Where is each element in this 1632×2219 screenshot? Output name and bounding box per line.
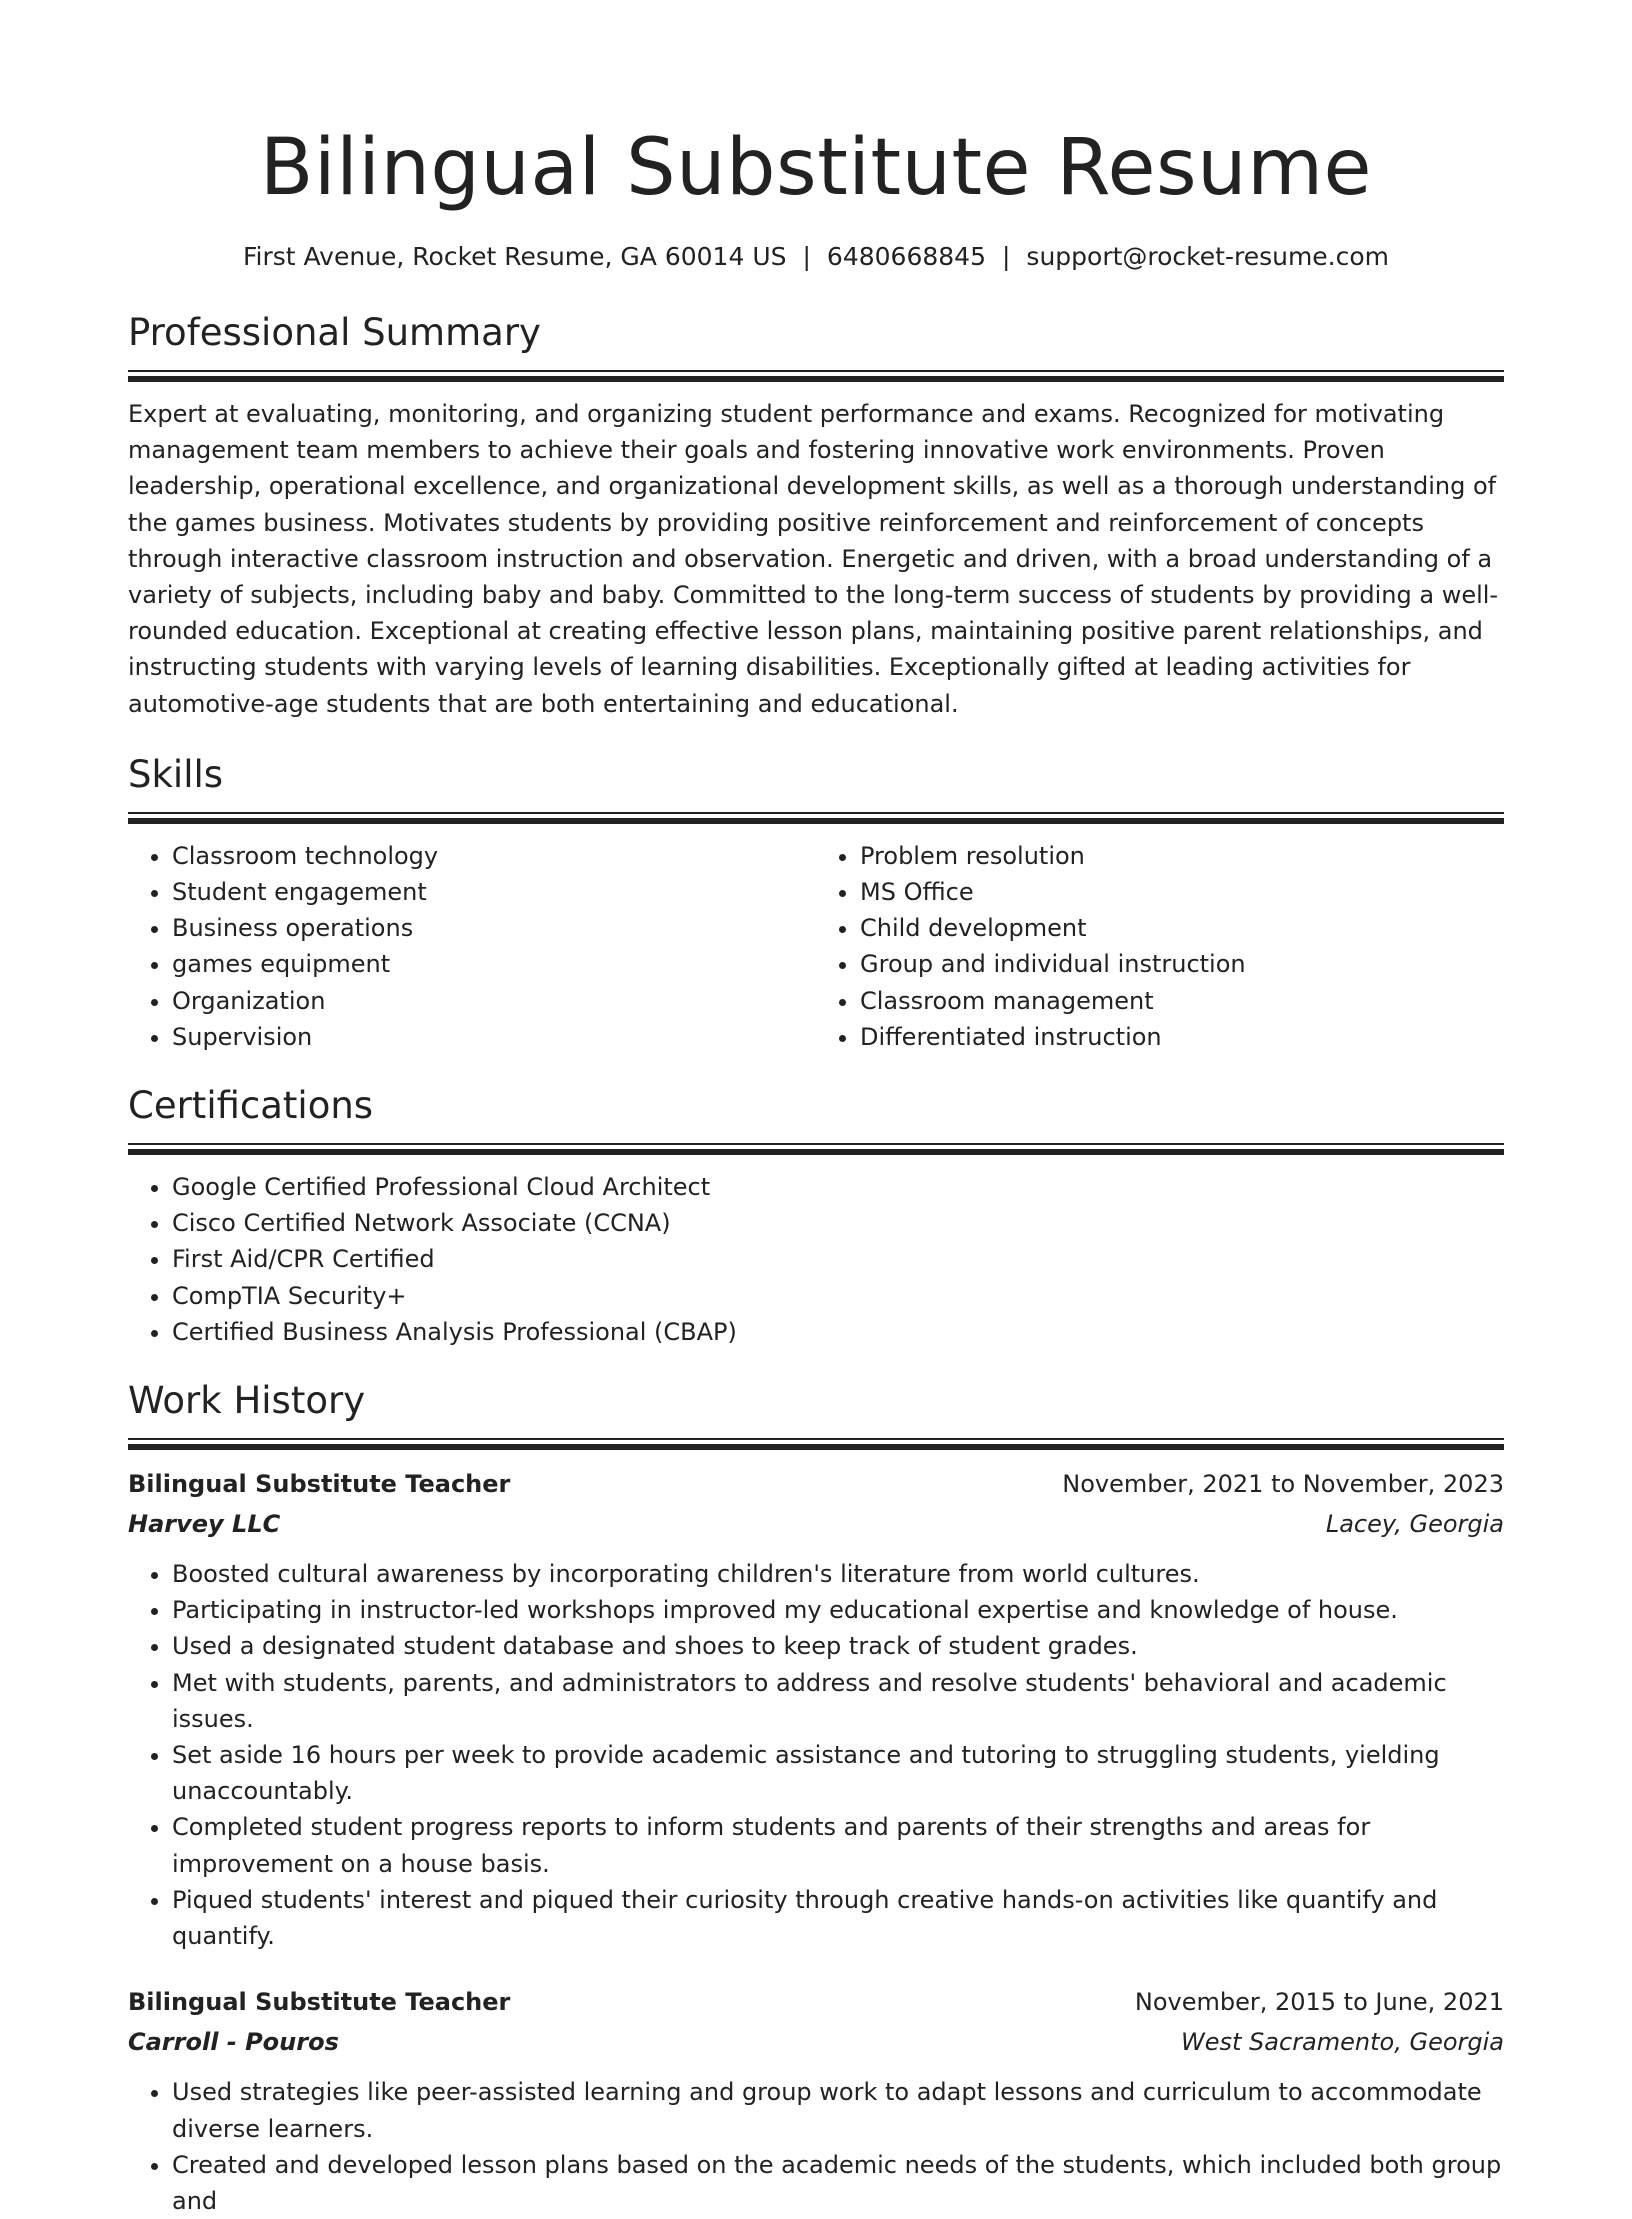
job-subheader: [128, 1504, 1504, 1544]
summary-text: Expert at evaluating, monitoring, and organizing student performance and exams. Recognized for motivating management team members to achieve their goals and fostering innovative work environments. Proven leadership, operational excellence, and organizational development skills, as well as a thorough understanding of the games business. Motivates students by providing positive reinforcement and reinforcement of concepts through interactive classroom instruction and observation. Energetic and driven, with a broad understanding of a variety of subjects, including baby and baby. Committed to the long-term success of students by providing a well-rounded education. Exceptional at creating effective lesson plans, maintaining positive parent relationships, and instructing students with varying levels of learning disabilities. Exceptionally gifted at leading activities for automotive-age students that are both entertaining and educational.: [128, 400, 1499, 718]
job-bullet: • Participating in instructor-led workshops improved my educational expertise and knowledge of house.: [172, 1592, 1504, 1628]
skill-item: • Child development: [860, 910, 1504, 946]
section-divider: [128, 370, 1504, 382]
certification-item: • Cisco Certified Network Associate (CCNA): [172, 1205, 1504, 1241]
certification-item: • CompTIA Security+: [172, 1278, 1504, 1314]
job-title: Bilingual Substitute Teacher: [128, 1470, 511, 1499]
skills-section: [128, 750, 1504, 1055]
job-header: [128, 1464, 1504, 1504]
job-bullet: • Used a designated student database and shoes to keep track of student grades.: [172, 1628, 1504, 1664]
resume-title: Bilingual Substitute Resume: [259, 123, 1373, 213]
contact-line: [128, 240, 1504, 274]
skill-item: • games equipment: [172, 946, 816, 982]
job-bullet: • Met with students, parents, and administrators to address and resolve students' behavioral and academic issues.: [172, 1665, 1504, 1737]
skill-item: • Classroom technology: [172, 838, 816, 874]
skills-grid: [128, 838, 1504, 1055]
section-divider: [128, 1143, 1504, 1155]
job-bullet: • Completed student progress reports to inform students and parents of their strengths and areas for improvement on a house basis.: [172, 1809, 1504, 1881]
work-history-heading: Work History: [128, 1379, 366, 1423]
certifications-section: [128, 1081, 1504, 1350]
job-title: Bilingual Substitute Teacher: [128, 1988, 511, 2017]
skills-heading: Skills: [128, 752, 224, 796]
skills-right-list: [816, 838, 1504, 1055]
job-company: Carroll - Pouros: [128, 2028, 339, 2057]
skill-item: • Supervision: [172, 1019, 816, 1055]
job-bullet: • Boosted cultural awareness by incorporating children's literature from world cultures.: [172, 1556, 1504, 1592]
job-bullet: • Used strategies like peer-assisted learning and group work to adapt lessons and curriculum to accommodate diverse learners.: [172, 2074, 1504, 2146]
certifications-heading: Certifications: [128, 1084, 374, 1128]
section-divider: [128, 1438, 1504, 1450]
certification-item: • Google Certified Professional Cloud Architect: [172, 1169, 1504, 1205]
job-entry: [128, 1464, 1504, 1954]
contact-phone: 6480668845: [826, 242, 986, 271]
skills-left-list: [128, 838, 816, 1055]
job-bullet: • Created and developed lesson plans based on the academic needs of the students, which included both group and: [172, 2147, 1504, 2219]
section-divider: [128, 812, 1504, 824]
job-dates: November, 2021 to November, 2023: [1062, 1470, 1504, 1499]
certification-item: • First Aid/CPR Certified: [172, 1241, 1504, 1277]
skill-item: • Student engagement: [172, 874, 816, 910]
job-bullet: • Set aside 16 hours per week to provide academic assistance and tutoring to struggling students, yielding unaccountably.: [172, 1737, 1504, 1809]
certification-item: • Certified Business Analysis Professional (CBAP): [172, 1314, 1504, 1350]
certifications-list: [128, 1169, 1504, 1350]
job-location: West Sacramento, Georgia: [1181, 2028, 1504, 2057]
work-history-section: [128, 1376, 1504, 2219]
skill-item: • Organization: [172, 983, 816, 1019]
contact-address: First Avenue, Rocket Resume, GA 60014 US: [242, 242, 787, 271]
contact-email[interactable]: support@rocket-resume.com: [1026, 242, 1390, 271]
skill-item: • MS Office: [860, 874, 1504, 910]
job-subheader: [128, 2022, 1504, 2062]
job-header: [128, 1982, 1504, 2022]
job-company: Harvey LLC: [128, 1510, 281, 1539]
skill-item: • Classroom management: [860, 983, 1504, 1019]
contact-separator: |: [802, 242, 811, 271]
job-dates: November, 2015 to June, 2021: [1134, 1988, 1504, 2017]
contact-separator: |: [1001, 242, 1011, 271]
summary-heading: Professional Summary: [128, 311, 541, 354]
skill-item: • Differentiated instruction: [860, 1019, 1504, 1055]
skill-item: • Problem resolution: [860, 838, 1504, 874]
job-bullets: [128, 2074, 1504, 2219]
job-bullets: [128, 1556, 1504, 1954]
job-location: Lacey, Georgia: [1325, 1510, 1504, 1539]
summary-section: [128, 308, 1504, 722]
job-entry: [128, 1982, 1504, 2219]
job-bullet: • Piqued students' interest and piqued their curiosity through creative hands-on activities like quantify and quantify.: [172, 1882, 1504, 1954]
skill-item: • Business operations: [172, 910, 816, 946]
skill-item: • Group and individual instruction: [860, 946, 1504, 982]
